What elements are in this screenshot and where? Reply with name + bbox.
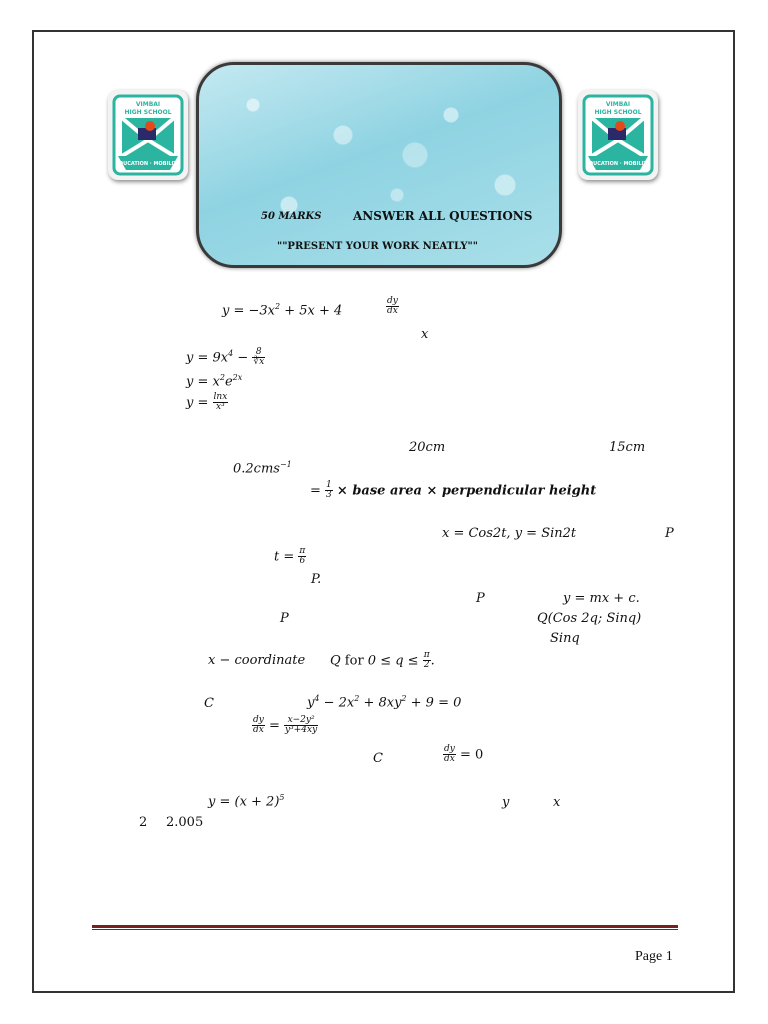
- q4-x-coordinate: x − coordinate: [208, 653, 306, 668]
- q4-t-value: t = $\frac{\pi}{6}$: [274, 546, 306, 567]
- q4-point-p-3: P: [476, 591, 485, 606]
- svg-text:EDUCATION · MOBILITY: EDUCATION · MOBILITY: [585, 161, 651, 167]
- svg-text:VIMBAI: VIMBAI: [135, 101, 161, 108]
- q2a-equation: $y = 9x^4$ − $\frac{8}{∛x}$: [186, 347, 265, 368]
- instruction-label: ANSWER ALL QUESTIONS: [353, 209, 533, 223]
- q6-value-2: 2: [139, 815, 148, 830]
- footer-rule-thin: [92, 929, 678, 930]
- q6-x: x: [553, 795, 561, 810]
- q3-rate: 0.2cms$^{-1}$: [233, 460, 292, 477]
- svg-text:EDUCATION · MOBILITY: EDUCATION · MOBILITY: [115, 161, 181, 167]
- q3-value-2: 15cm: [609, 440, 646, 455]
- page-number: Page 1: [635, 949, 673, 964]
- q4-point-q: Q(Cos 2q; Sinq): [537, 611, 642, 626]
- neatness-note: ""PRESENT YOUR WORK NEATLY"": [277, 241, 478, 252]
- q5-stationary-condition: $\frac{dy}{dx}$ = 0: [444, 744, 484, 765]
- q4-q-range: Q for 0 ≤ q ≤ $\frac{\pi}{2}$ .: [330, 650, 435, 671]
- q5-curve-c-2: C: [373, 751, 383, 766]
- school-crest-icon: [578, 90, 658, 180]
- q3-volume-formula: = $\frac{1}{3}$ × base area × perpendicular height: [310, 480, 597, 501]
- school-crest-icon: [108, 90, 188, 180]
- q5-curve-equation: $y^4 - 2x^2 + 8xy^2 + 9 = 0$: [307, 694, 462, 711]
- q1-x: x: [421, 327, 429, 342]
- header-banner: [196, 62, 562, 268]
- q2b-equation: $y = x^2e^{2x}$: [186, 373, 243, 390]
- q4-parametric-equations: x = Cos2t, y = Sin2t: [442, 526, 577, 541]
- school-logo-left: [108, 90, 188, 180]
- svg-text:HIGH SCHOOL: HIGH SCHOOL: [594, 109, 642, 116]
- q2c-equation: y = $\frac{\ln x}{\text{x³}}$: [186, 392, 228, 413]
- q3-value-1: 20cm: [409, 440, 446, 455]
- q4-point-p-4: P: [280, 611, 289, 626]
- q5-gradient-expression: $\frac{dy}{dx}$ = $\frac{\text{x−2y²}}{\text{y³+4xy}}$: [253, 715, 318, 736]
- q4-point-p-2: P.: [311, 572, 322, 587]
- q6-y: y: [502, 795, 510, 810]
- q6-value-2005: 2.005: [166, 815, 204, 830]
- svg-text:HIGH SCHOOL: HIGH SCHOOL: [124, 109, 172, 116]
- q6-equation: $y = (x + 2)^5$: [208, 793, 285, 810]
- svg-text:VIMBAI: VIMBAI: [605, 101, 631, 108]
- q4-sinq: Sinq: [550, 631, 580, 646]
- school-logo-right: [578, 90, 658, 180]
- q4-line-equation: y = mx + c.: [563, 591, 640, 606]
- q1-derivative: $\frac{dy}{dx}$: [387, 296, 398, 317]
- footer-rule: [92, 925, 678, 928]
- q4-point-p: P: [665, 526, 674, 541]
- q1-equation: $y = -3x^2 + 5x + 4$: [222, 302, 343, 319]
- q5-curve-c: C: [204, 696, 214, 711]
- marks-label: 50 MARKS: [261, 211, 322, 222]
